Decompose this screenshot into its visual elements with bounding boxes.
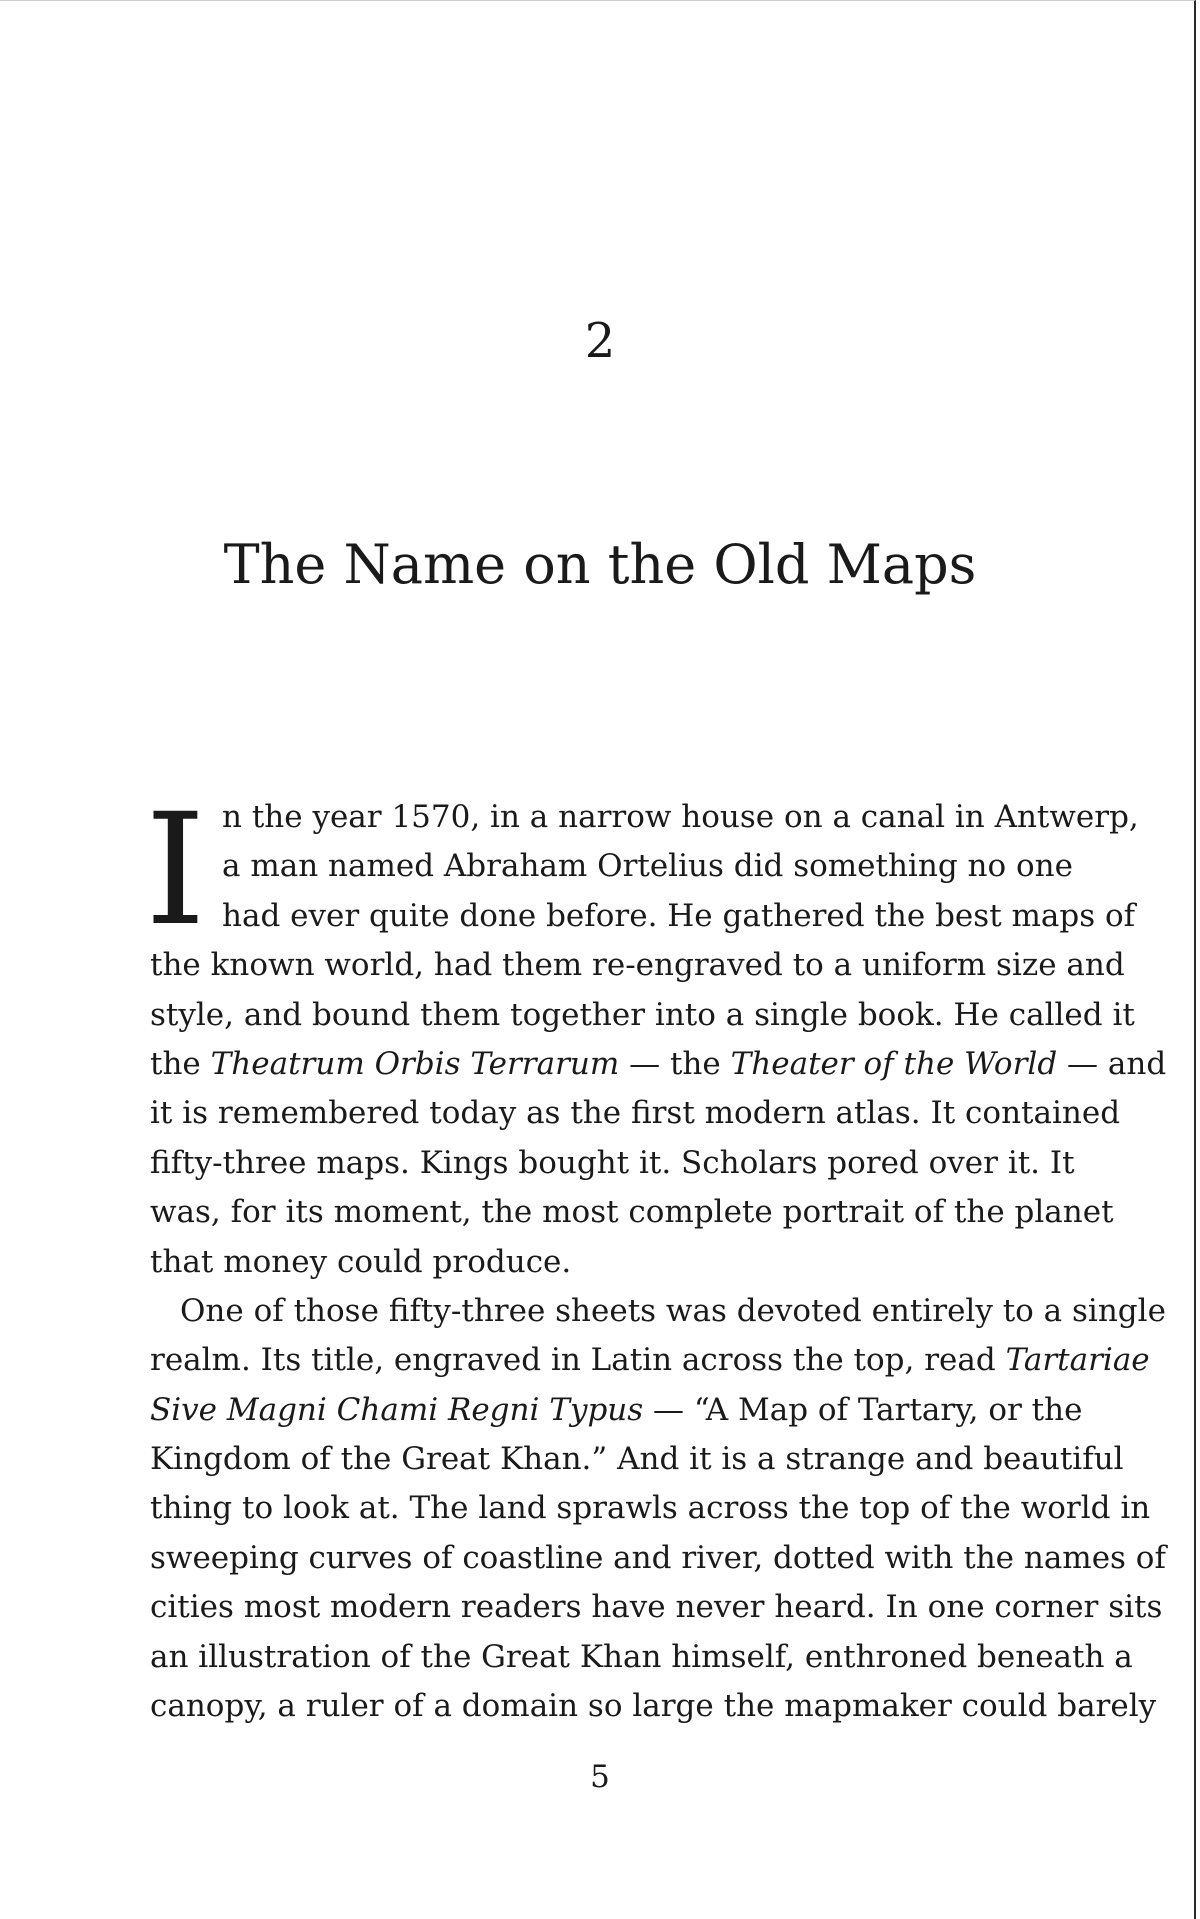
chapter-title: The Name on the Old Maps bbox=[223, 533, 977, 596]
text-line bbox=[150, 892, 1136, 941]
text-run: One of those fifty-three sheets was devoted entirely to a single bbox=[180, 1292, 1166, 1329]
text-line bbox=[150, 1238, 1070, 1287]
text-run: — “A Map of Tartary, or the bbox=[643, 1391, 1083, 1428]
text-line bbox=[150, 1089, 1121, 1138]
text-line bbox=[150, 1682, 1157, 1731]
italic-text: Theatrum Orbis Terrarum bbox=[210, 1045, 620, 1082]
text-run: — and bbox=[1057, 1045, 1167, 1082]
text-run: sweeping curves of coastline and river, dotted with the names of bbox=[150, 1539, 1166, 1576]
chapter-number: 2 bbox=[584, 313, 616, 369]
text-line bbox=[150, 1435, 1124, 1484]
text-run: an illustration of the Great Khan himself, enthroned beneath a bbox=[150, 1638, 1133, 1675]
paragraph-1 bbox=[150, 793, 1167, 1287]
text-line bbox=[150, 1633, 1133, 1682]
text-line bbox=[150, 1188, 1114, 1237]
text-line bbox=[150, 1287, 1166, 1336]
text-run: the bbox=[150, 1045, 211, 1082]
text-run: had ever quite done before. He gathered the best maps of bbox=[222, 897, 1136, 934]
text-line bbox=[150, 1139, 1075, 1188]
page-number: 5 bbox=[590, 1759, 610, 1795]
text-line bbox=[150, 1534, 1166, 1583]
text-line bbox=[150, 1336, 1150, 1385]
italic-text: Sive Magni Chami Regni Typus bbox=[150, 1391, 644, 1428]
text-line bbox=[150, 1484, 1151, 1533]
text-run: — the bbox=[619, 1045, 731, 1082]
text-line bbox=[150, 1386, 1083, 1435]
text-line bbox=[150, 1040, 1167, 1089]
paragraph-2 bbox=[150, 1287, 1166, 1732]
italic-text: Theater of the World bbox=[730, 1045, 1058, 1082]
text-line bbox=[150, 793, 1139, 842]
text-run: a man named Abraham Ortelius did something no one bbox=[222, 848, 1073, 885]
text-run: style, and bound them together into a single book. He called it bbox=[150, 996, 1135, 1033]
text-run: canopy, a ruler of a domain so large the mapmaker could barely bbox=[150, 1688, 1157, 1725]
drop-cap: I bbox=[145, 781, 206, 960]
text-line bbox=[150, 941, 1125, 990]
text-run: fifty-three maps. Kings bought it. Scholars pored over it. It bbox=[150, 1144, 1075, 1181]
text-run: realm. Its title, engraved in Latin across the top, read bbox=[150, 1342, 1006, 1379]
text-run: was, for its moment, the most complete portrait of the planet bbox=[150, 1194, 1114, 1231]
text-line bbox=[150, 991, 1135, 1040]
italic-text: Tartariae bbox=[1005, 1342, 1150, 1379]
text-run: n the year 1570, in a narrow house on a canal in Antwerp, bbox=[222, 799, 1139, 835]
text-run: thing to look at. The land sprawls across the top of the world in bbox=[150, 1490, 1151, 1527]
text-line bbox=[150, 1583, 1163, 1632]
text-run: Kingdom of the Great Khan.” And it is a strange and beautiful bbox=[150, 1441, 1124, 1478]
body-text bbox=[145, 781, 1167, 1731]
text-run: that money could produce. bbox=[150, 1243, 572, 1280]
text-run: cities most modern readers have never heard. In one corner sits bbox=[150, 1589, 1163, 1626]
text-run: it is remembered today as the first modern atlas. It contained bbox=[150, 1095, 1121, 1132]
text-run: the known world, had them re-engraved to a uniform size and bbox=[150, 947, 1125, 984]
text-line bbox=[150, 842, 1073, 891]
